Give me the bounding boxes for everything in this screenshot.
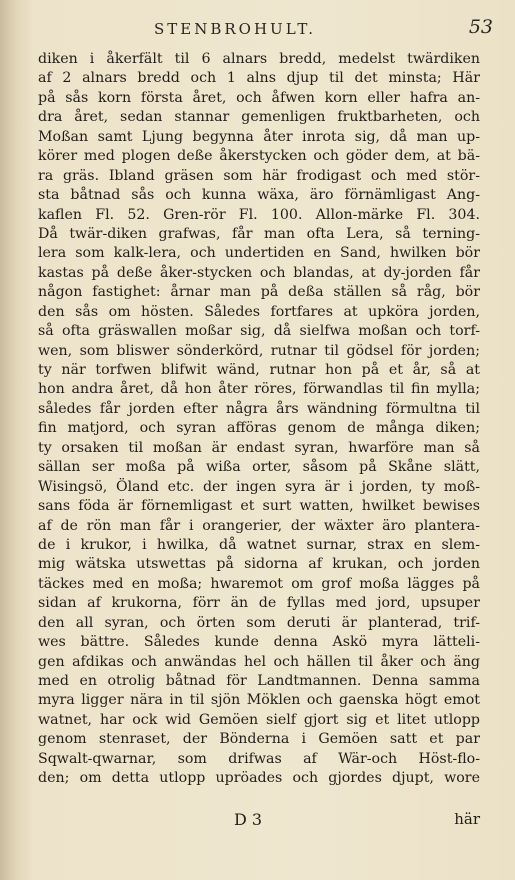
text-line: kaflen Fl. 52. Gren-rör Fl. 100. Allon-märke Fl. 304. [38, 206, 480, 223]
text-line: de i krukor, i hwilka, då watnet surnar, strax en slem- [38, 536, 480, 553]
text-line: sans föda är förnemligast et surt watten, hwilket bewises [38, 498, 480, 515]
body-text [38, 50, 480, 789]
text-line: diken i åkerfält til 6 alnars bredd, medelst twärdiken [38, 51, 480, 67]
text-line: Då twär-diken grafwas, får man ofta Lera, så terning- [38, 225, 480, 242]
text-line: mig wätska utswettas på sidorna af krukan, och jorden [38, 556, 480, 573]
text-line: så ofta gräswallen moßar sig, då sielfwa moßan och torf- [38, 323, 480, 340]
signature-mark: D 3 [234, 810, 263, 829]
text-line: gen afdikas och anwändas hel och hällen til åker och äng [38, 653, 480, 670]
text-line: täckes med en moßa; hwaremot om grof moßa lägges på [38, 575, 480, 592]
text-line: med en otrolig båtnad för Landtmannen. Denna samma [38, 673, 480, 689]
text-line: lera som kalk-lera, och undertiden en Sand, hwilken bör [38, 245, 480, 262]
text-line: den sås om hösten. Således fortfares at upköra jorden, [38, 303, 480, 320]
text-line: wen, som bliswer sönderkörd, rutnar til gödsel för jorden; [38, 342, 480, 359]
text-line: watnet, har ock wid Gemöen sielf gjort sig et litet utlopp [38, 711, 480, 728]
text-line: någon fastighet: årnar man på deßa ställen så råg, bör [38, 284, 480, 301]
page-header [36, 16, 493, 40]
page-footer [38, 810, 480, 832]
text-line: ty orsaken til moßan är endast syran, hwarföre man så [38, 439, 480, 456]
text-line: på sås korn första året, och åfwen korn eller hafra an- [38, 89, 480, 106]
text-line: af 2 alnars bredd och 1 alns djup til det minsta; Här [38, 70, 480, 87]
text-line: myra ligger nära in til sjön Möklen och gaenska högt emot [38, 692, 480, 709]
text-line: wes bättre. Således kunde denna Askö myra lätteli- [38, 634, 480, 651]
page-number: 53 [468, 16, 493, 38]
text-line: kastas på deße åker-stycken och blandas, at dy-jorden får [38, 264, 480, 281]
text-line: således får jorden efter några års wändning förmultna til [38, 400, 480, 417]
text-line: sidan af krukorna, förr än de fyllas med jord, upsuper [38, 595, 480, 612]
text-line: Sqwalt-qwarnar, som drifwas af Wär-och Höst-flo- [38, 750, 480, 767]
text-line: körer med plogen deße åkerstycken och göder dem, at bä- [38, 148, 480, 165]
text-line: dra året, sedan stannar gemenligen fruktbarheten, och [38, 109, 480, 126]
text-line: Wisingsö, Öland etc. der ingen syra är i jorden, ty moß- [38, 478, 480, 495]
text-line: genom stenraset, der Bönderna i Gemöen satt et par [38, 731, 480, 748]
text-line: den; om detta utlopp upröades och gjordes djupt, wore [38, 770, 480, 787]
text-line: Moßan samt Ljung begynna åter inrota sig, då man up- [38, 128, 480, 145]
text-line: sällan ser moßa på wißa orter, såsom på Skåne slätt, [38, 459, 480, 476]
text-line: den all syran, och örten som deruti är planterad, trif- [38, 614, 480, 631]
text-line: sta båtnad sås och kunna wäxa, äro förnämligast Ang- [38, 187, 480, 204]
running-head: STENBROHULT. [154, 20, 316, 38]
text-line: af de rön man får i orangerier, der wäxter äro plantera- [38, 517, 480, 534]
text-line: ra gräs. Ibland gräsen som här frodigast och med stör- [38, 167, 480, 184]
catchword: här [454, 810, 480, 828]
text-line: hon andra året, då hon åter röres, förwandlas til fin mylla; [38, 381, 480, 398]
text-line: fin matjord, och syran afföras genom de många diken; [38, 420, 480, 437]
text-line: ty när torfwen blifwit wänd, rutnar hon på et år, så at [38, 362, 480, 378]
